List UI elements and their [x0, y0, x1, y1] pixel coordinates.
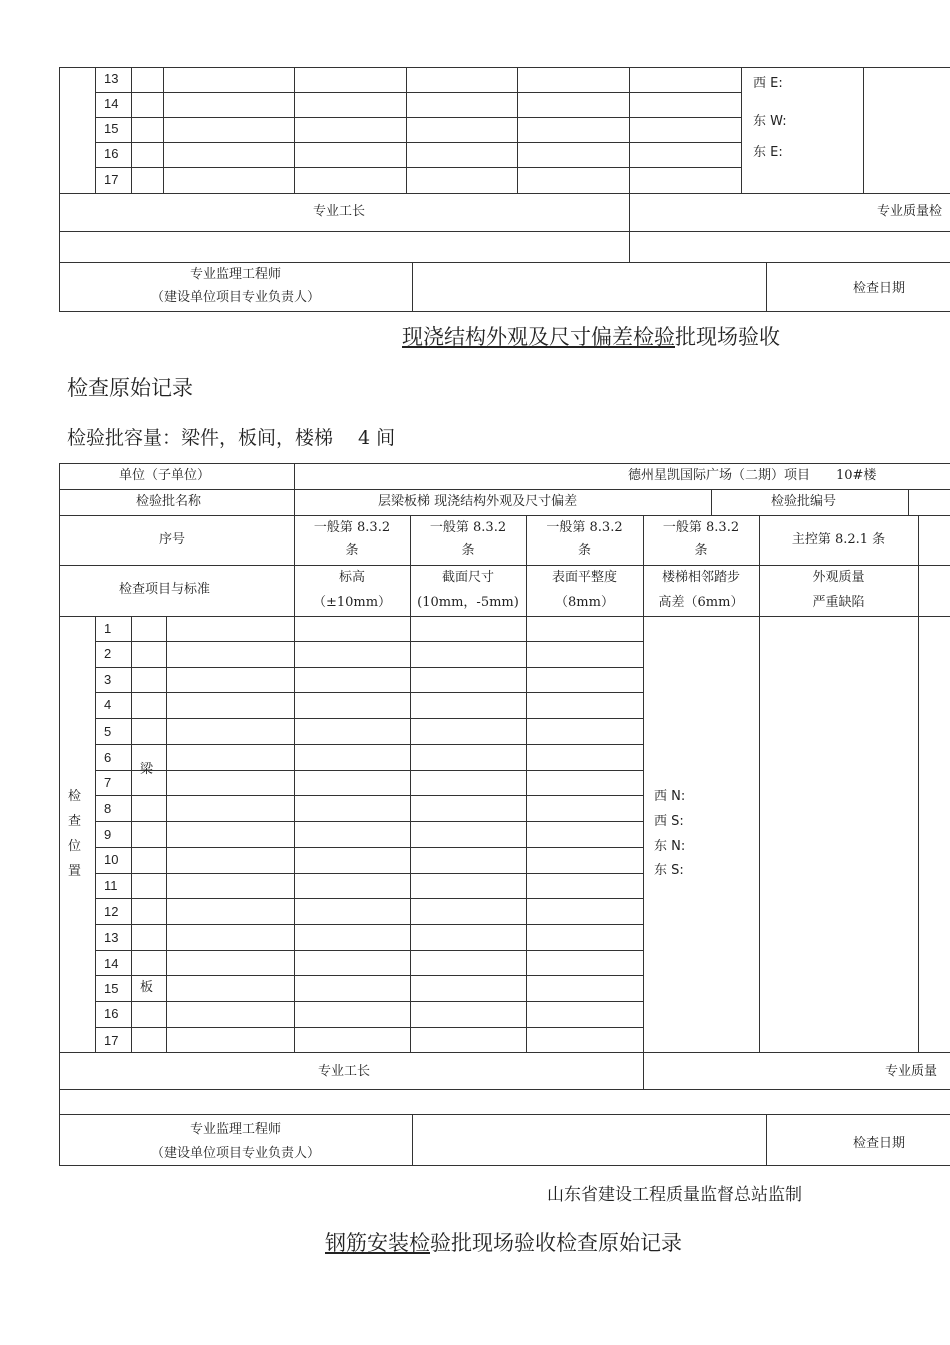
- section-title: [402, 324, 780, 350]
- inspector-label: 专业质量: [885, 1064, 938, 1079]
- stair-note: 东 S:: [654, 863, 684, 878]
- row-number: 14: [104, 96, 119, 111]
- row-number: 15: [104, 981, 119, 996]
- item-standard-label: 检查项目与标准: [119, 582, 211, 597]
- clause-label: 一般第 8.3.2: [546, 520, 623, 535]
- item-label: 标高: [338, 570, 365, 585]
- row-number: 4: [104, 697, 112, 712]
- supervisor-sublabel: （建设单位项目专业负责人）: [150, 290, 320, 305]
- stair-note: 东 N:: [654, 839, 686, 854]
- clause-label: 一般第 8.3.2: [429, 520, 507, 535]
- row-number: 16: [104, 1006, 119, 1021]
- row-number: 12: [104, 904, 119, 919]
- item-label: 截面尺寸: [441, 570, 494, 585]
- row-number: 14: [104, 956, 119, 971]
- row-number: 13: [104, 930, 119, 945]
- clause-label: 一般第 8.3.2: [662, 520, 740, 535]
- clause-label: 条: [694, 543, 708, 558]
- item-standard: 高差（6mm）: [658, 595, 744, 610]
- batch-capacity: 检验批容量：梁件，板间，楼梯 4 间: [67, 427, 396, 449]
- clause-label: 条: [345, 543, 359, 558]
- beam-label: 梁: [140, 762, 154, 777]
- position-label: 查: [68, 814, 82, 829]
- position-label: 位: [68, 839, 82, 854]
- item-label: 楼梯相邻踏步: [661, 570, 740, 585]
- note-text: 西 E:: [753, 76, 783, 91]
- clause-label: 条: [461, 543, 475, 558]
- issuing-organization: 山东省建设工程质量监督总站监制: [547, 1185, 802, 1205]
- slab-label: 板: [140, 980, 154, 995]
- row-number: 13: [104, 71, 119, 86]
- item-label: 表面平整度: [551, 570, 617, 585]
- row-number: 11: [104, 878, 118, 893]
- batch-name-value: 层梁板梯 现浇结构外观及尺寸偏差: [378, 494, 578, 509]
- row-number: 1: [104, 621, 112, 636]
- row-number: 9: [104, 827, 112, 842]
- row-number: 3: [104, 672, 112, 687]
- inspector-label: 专业质量检: [877, 204, 943, 219]
- foreman-label: 专业工长: [313, 204, 366, 219]
- row-number: 6: [104, 750, 112, 765]
- next-title-underlined: 钢筋安装检: [325, 1231, 430, 1255]
- row-number: 17: [104, 172, 119, 187]
- batch-name-label: 检验批名称: [136, 494, 202, 509]
- row-number: 15: [104, 121, 119, 136]
- section-title-line2: 检查原始记录: [67, 376, 193, 400]
- supervisor-label: 专业监理工程师: [189, 267, 281, 282]
- stair-note: 西 N:: [654, 789, 686, 804]
- item-label: 外观质量: [812, 570, 865, 585]
- date-label: 检查日期: [853, 1136, 906, 1151]
- date-label: 检查日期: [853, 281, 906, 296]
- row-number: 5: [104, 724, 112, 739]
- item-standard: 严重缺陷: [812, 595, 865, 610]
- section-title-underlined: 现浇结构外观及尺寸偏差检验: [402, 325, 675, 349]
- item-standard: （±10mm）: [312, 595, 392, 610]
- row-number: 16: [104, 146, 119, 161]
- item-standard: （8mm）: [555, 595, 614, 610]
- item-standard: (10mm，-5mm): [417, 595, 519, 610]
- clause-label: 主控第 8.2.1 条: [791, 532, 886, 547]
- next-title-rest: 验批现场验收检查原始记录: [430, 1231, 682, 1255]
- row-number: 17: [104, 1033, 119, 1048]
- row-number: 8: [104, 801, 112, 816]
- clause-label: 条: [577, 543, 591, 558]
- foreman-label: 专业工长: [318, 1064, 371, 1079]
- supervisor-label: 专业监理工程师: [189, 1122, 281, 1137]
- sequence-label: 序号: [159, 532, 186, 547]
- batch-number-label: 检验批编号: [771, 494, 837, 509]
- clause-label: 一般第 8.3.2: [313, 520, 391, 535]
- section-title-rest: 批现场验收: [675, 325, 780, 349]
- unit-value: 德州星凯国际广场（二期）项目 10#楼: [628, 468, 877, 483]
- note-text: 东 E:: [753, 145, 783, 160]
- row-number: 10: [104, 852, 119, 867]
- position-label: 置: [68, 864, 82, 879]
- row-number: 7: [104, 775, 112, 790]
- unit-label: 单位（子单位）: [119, 468, 211, 483]
- stair-note: 西 S:: [654, 814, 684, 829]
- supervisor-sublabel: （建设单位项目专业负责人）: [150, 1146, 320, 1161]
- next-section-title: [325, 1230, 682, 1256]
- row-number: 2: [104, 646, 112, 661]
- note-text: 东 W:: [753, 114, 787, 129]
- position-label: 检: [68, 789, 82, 804]
